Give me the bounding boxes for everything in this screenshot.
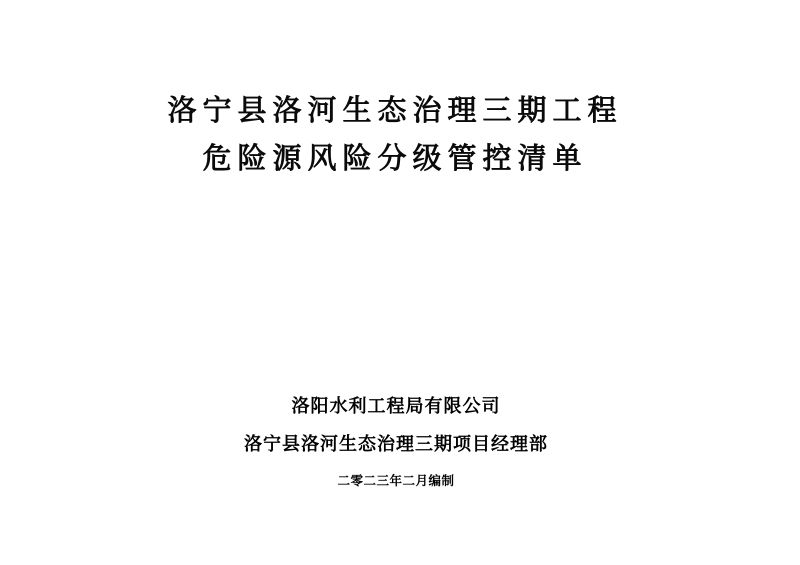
title-block (0, 86, 795, 182)
document-title-line-2: 危险源风险分级管控清单 (202, 141, 588, 175)
document-title-line-1: 洛宁县洛河生态治理三期工程 (167, 93, 623, 127)
compiled-date: 二零二三年二月编制 (337, 473, 455, 488)
publisher-block (0, 397, 796, 488)
company-name: 洛阳水利工程局有限公司 (291, 396, 501, 417)
department-name: 洛宁县洛河生态治理三期项目经理部 (244, 434, 548, 455)
